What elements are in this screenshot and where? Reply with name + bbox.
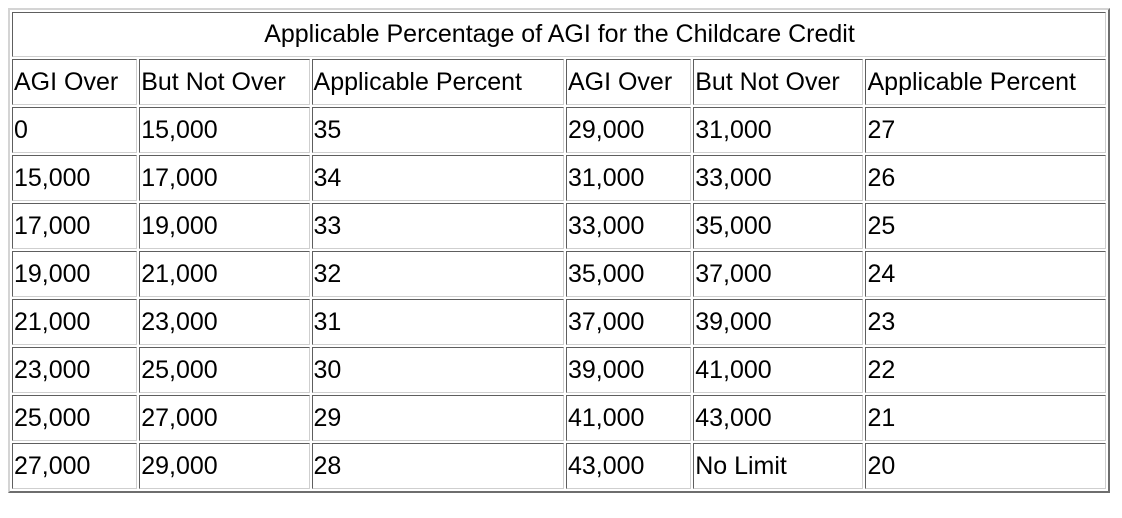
- cell-agi-over: 0: [12, 107, 137, 153]
- cell-applicable-percent-2: 21: [865, 395, 1106, 441]
- cell-agi-over-2: 33,000: [566, 203, 691, 249]
- cell-applicable-percent: 35: [312, 107, 564, 153]
- cell-agi-over: 19,000: [12, 251, 137, 297]
- header-applicable-percent-2: Applicable Percent: [865, 59, 1106, 105]
- table-row: [12, 251, 1106, 297]
- cell-agi-over: 17,000: [12, 203, 137, 249]
- table-title: Applicable Percentage of AGI for the Childcare Credit: [12, 12, 1106, 57]
- cell-applicable-percent: 32: [312, 251, 564, 297]
- cell-but-not-over: 19,000: [139, 203, 309, 249]
- table-row: [12, 443, 1106, 489]
- cell-but-not-over-2: 33,000: [693, 155, 863, 201]
- cell-applicable-percent-2: 24: [865, 251, 1106, 297]
- table-title-row: [12, 12, 1106, 57]
- table-row: [12, 347, 1106, 393]
- cell-applicable-percent: 29: [312, 395, 564, 441]
- table-row: [12, 203, 1106, 249]
- cell-agi-over: 15,000: [12, 155, 137, 201]
- cell-applicable-percent-2: 22: [865, 347, 1106, 393]
- cell-applicable-percent-2: 27: [865, 107, 1106, 153]
- cell-applicable-percent-2: 23: [865, 299, 1106, 345]
- cell-agi-over-2: 29,000: [566, 107, 691, 153]
- cell-agi-over: 25,000: [12, 395, 137, 441]
- table-row: [12, 395, 1106, 441]
- cell-applicable-percent-2: 25: [865, 203, 1106, 249]
- cell-applicable-percent-2: 20: [865, 443, 1106, 489]
- cell-applicable-percent: 31: [312, 299, 564, 345]
- cell-but-not-over-2: 37,000: [693, 251, 863, 297]
- cell-agi-over-2: 31,000: [566, 155, 691, 201]
- cell-but-not-over-2: No Limit: [693, 443, 863, 489]
- header-applicable-percent: Applicable Percent: [312, 59, 564, 105]
- table-row: [12, 155, 1106, 201]
- cell-applicable-percent-2: 26: [865, 155, 1106, 201]
- cell-but-not-over: 17,000: [139, 155, 309, 201]
- cell-applicable-percent: 34: [312, 155, 564, 201]
- cell-agi-over-2: 43,000: [566, 443, 691, 489]
- cell-but-not-over-2: 31,000: [693, 107, 863, 153]
- cell-agi-over: 27,000: [12, 443, 137, 489]
- cell-applicable-percent: 30: [312, 347, 564, 393]
- table-row: [12, 107, 1106, 153]
- cell-but-not-over: 21,000: [139, 251, 309, 297]
- header-but-not-over-2: But Not Over: [693, 59, 863, 105]
- header-agi-over: AGI Over: [12, 59, 137, 105]
- cell-agi-over-2: 39,000: [566, 347, 691, 393]
- cell-agi-over-2: 37,000: [566, 299, 691, 345]
- cell-agi-over-2: 41,000: [566, 395, 691, 441]
- header-but-not-over: But Not Over: [139, 59, 309, 105]
- cell-agi-over: 23,000: [12, 347, 137, 393]
- cell-but-not-over: 27,000: [139, 395, 309, 441]
- header-agi-over-2: AGI Over: [566, 59, 691, 105]
- cell-applicable-percent: 33: [312, 203, 564, 249]
- cell-but-not-over: 23,000: [139, 299, 309, 345]
- table-wrapper: [8, 8, 1110, 493]
- cell-but-not-over: 25,000: [139, 347, 309, 393]
- cell-but-not-over: 15,000: [139, 107, 309, 153]
- childcare-credit-table: [8, 8, 1110, 493]
- cell-but-not-over-2: 35,000: [693, 203, 863, 249]
- cell-but-not-over: 29,000: [139, 443, 309, 489]
- table-row: [12, 299, 1106, 345]
- cell-but-not-over-2: 43,000: [693, 395, 863, 441]
- cell-applicable-percent: 28: [312, 443, 564, 489]
- cell-agi-over-2: 35,000: [566, 251, 691, 297]
- cell-but-not-over-2: 41,000: [693, 347, 863, 393]
- header-row: [12, 59, 1106, 105]
- cell-agi-over: 21,000: [12, 299, 137, 345]
- cell-but-not-over-2: 39,000: [693, 299, 863, 345]
